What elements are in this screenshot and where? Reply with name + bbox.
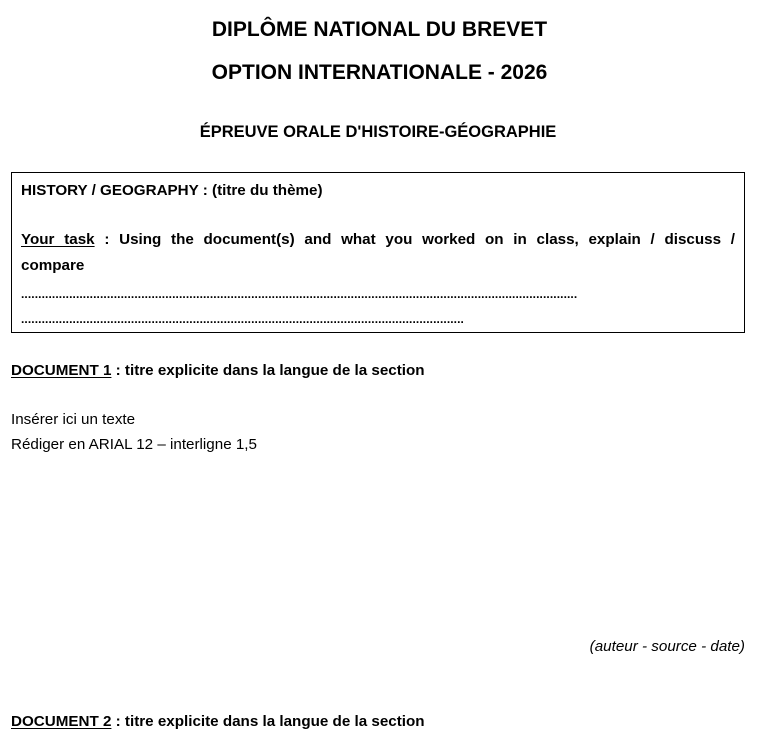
document-1-heading xyxy=(11,362,425,379)
task-text: : Using the document(s) and what you worked on in class, explain / discuss / xyxy=(94,231,735,248)
task-instruction xyxy=(21,231,735,248)
document-1-title: : titre explicite dans la langue de la section xyxy=(111,362,425,379)
document-1-body-line: Insérer ici un texte xyxy=(11,411,136,428)
fill-in-dots-line: .................................................................................................................................................................. xyxy=(21,287,578,301)
task-text-continuation: compare xyxy=(21,257,85,274)
document-1-label: DOCUMENT 1 xyxy=(11,362,112,379)
exam-option-title: OPTION INTERNATIONALE - 2026 xyxy=(211,61,548,84)
exam-subtitle: ÉPREUVE ORALE D'HISTOIRE-GÉOGRAPHIE xyxy=(199,123,557,141)
document-2-heading xyxy=(11,713,425,730)
document-1-body-line: Rédiger en ARIAL 12 – interligne 1,5 xyxy=(11,436,257,453)
task-label: Your task xyxy=(21,231,95,248)
exam-title: DIPLÔME NATIONAL DU BREVET xyxy=(211,18,548,41)
document-2-title: : titre explicite dans la langue de la section xyxy=(111,713,425,730)
fill-in-dots-line: ................................................................................................................................. xyxy=(21,312,464,326)
theme-label: HISTORY / GEOGRAPHY : (titre du thème) xyxy=(21,182,323,199)
task-box xyxy=(11,172,745,333)
document-2-label: DOCUMENT 2 xyxy=(11,713,112,730)
document-1-source: (auteur - source - date) xyxy=(589,638,745,655)
